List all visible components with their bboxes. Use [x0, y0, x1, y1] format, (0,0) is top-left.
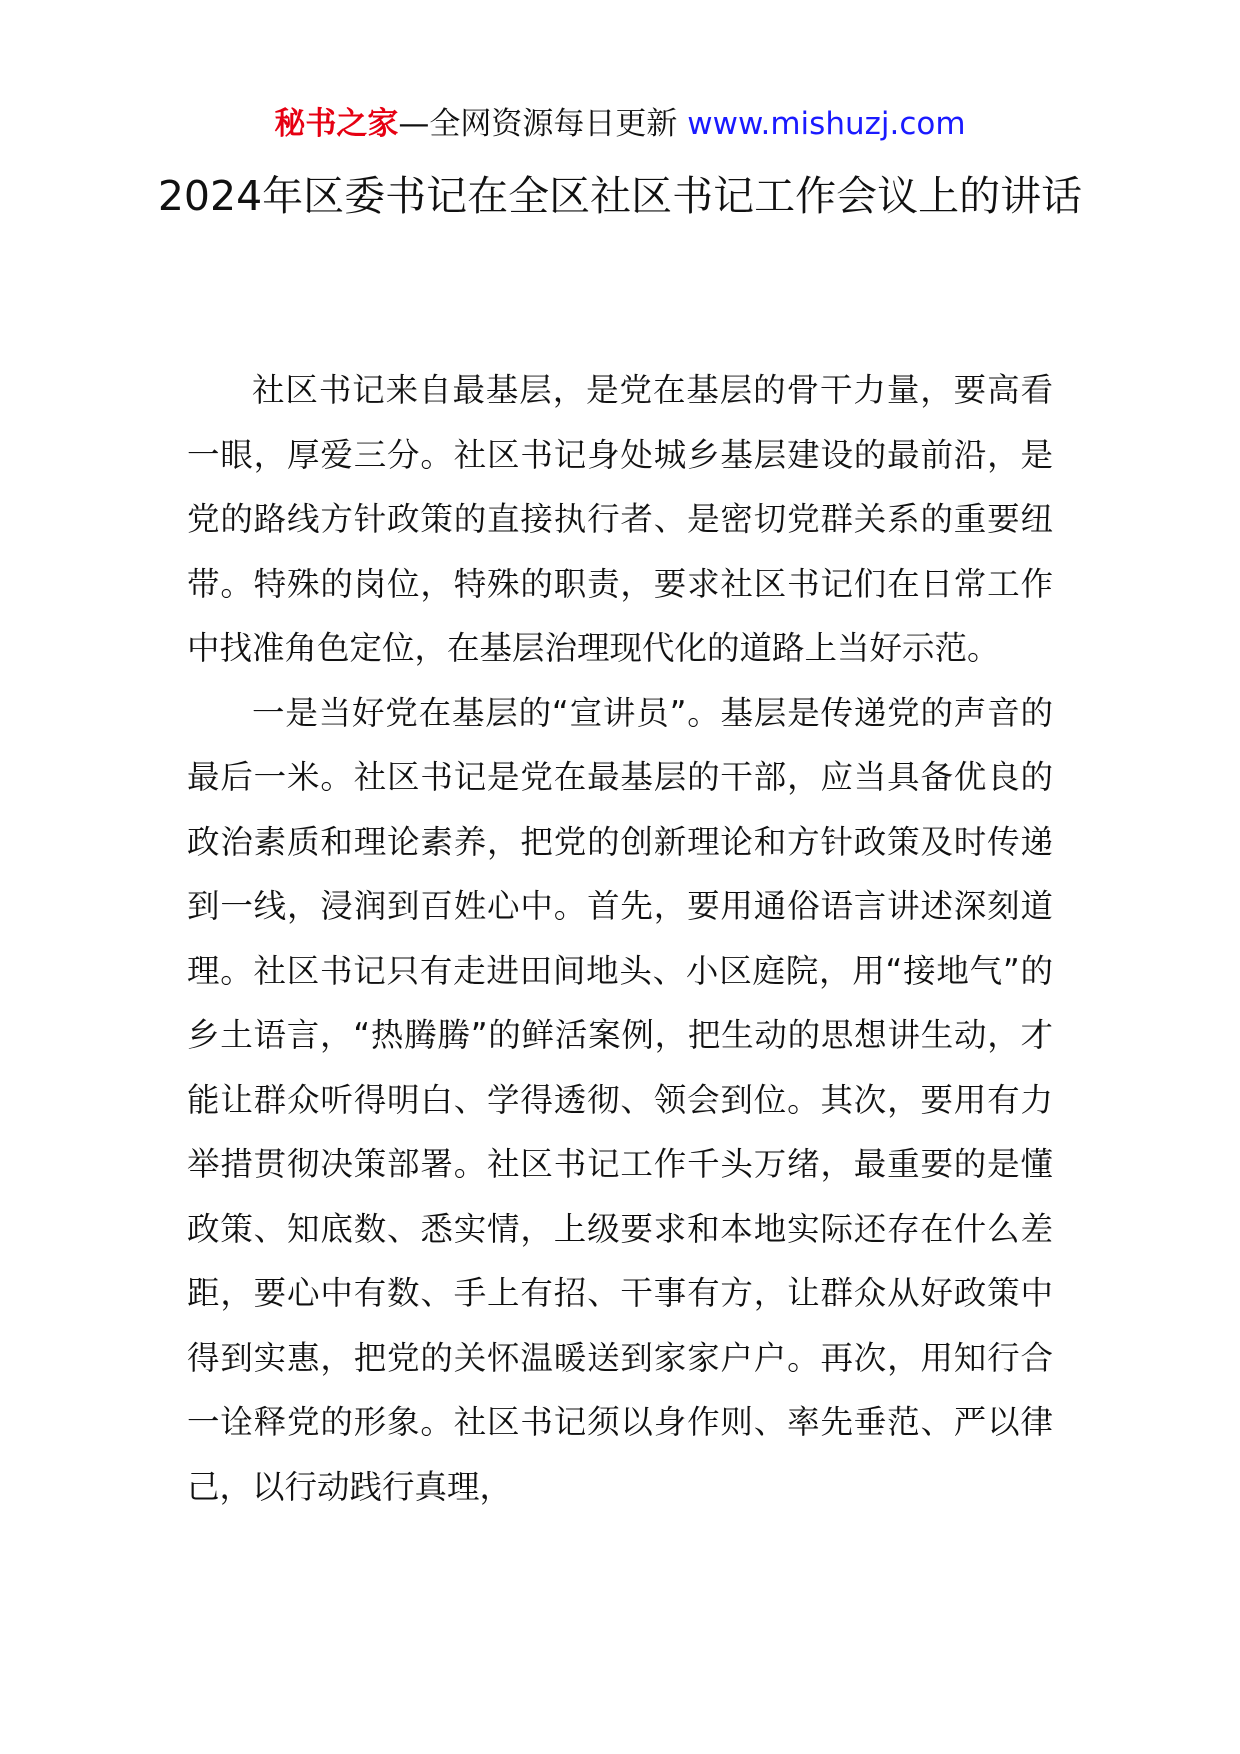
body-paragraph: 一是当好党在基层的“宣讲员”。基层是传递党的声音的最后一米。社区书记是党在最基层的干部，应当具备优良的政治素质和理论素养，把党的创新理论和方针政策及时传递到一线，浸润到百姓心中。首先，要用通俗语言讲述深刻道理。社区书记只有走进田间地头、小区庭院，用“接地气”的乡土语言，“热腾腾”的鲜活案例，把生动的思想讲生动，才能让群众听得明白、学得透彻、领会到位。其次，要用有力举措贯彻决策部署。社区书记工作千头万绪，最重要的是懂政策、知底数、悉实情，上级要求和本地实际还存在什么差距，要心中有数、手上有招、干事有方，让群众从好政策中得到实惠，把党的关怀温暖送到家家户户。再次，用知行合一诠释党的形象。社区书记须以身作则、率先垂范、严以律己，以行动践行真理，	[187, 693, 1053, 1506]
brand-name: 秘书之家	[274, 106, 399, 142]
body-paragraph: 社区书记来自最基层，是党在基层的骨干力量，要高看一眼，厚爱三分。社区书记身处城乡基层建设的最前沿，是党的路线方针政策的直接执行者、是密切党群关系的重要纽带。特殊的岗位，特殊的职责，要求社区书记们在日常工作中找准角色定位，在基层治理现代化的道路上当好示范。	[187, 371, 1053, 667]
site-url-link[interactable]: www.mishuzj.com	[687, 106, 966, 142]
document-body	[187, 358, 1053, 1519]
site-banner	[0, 104, 1240, 144]
document-title: 2024年区委书记在全区社区书记工作会议上的讲话	[157, 172, 1083, 220]
banner-tagline: —全网资源每日更新	[398, 106, 678, 142]
